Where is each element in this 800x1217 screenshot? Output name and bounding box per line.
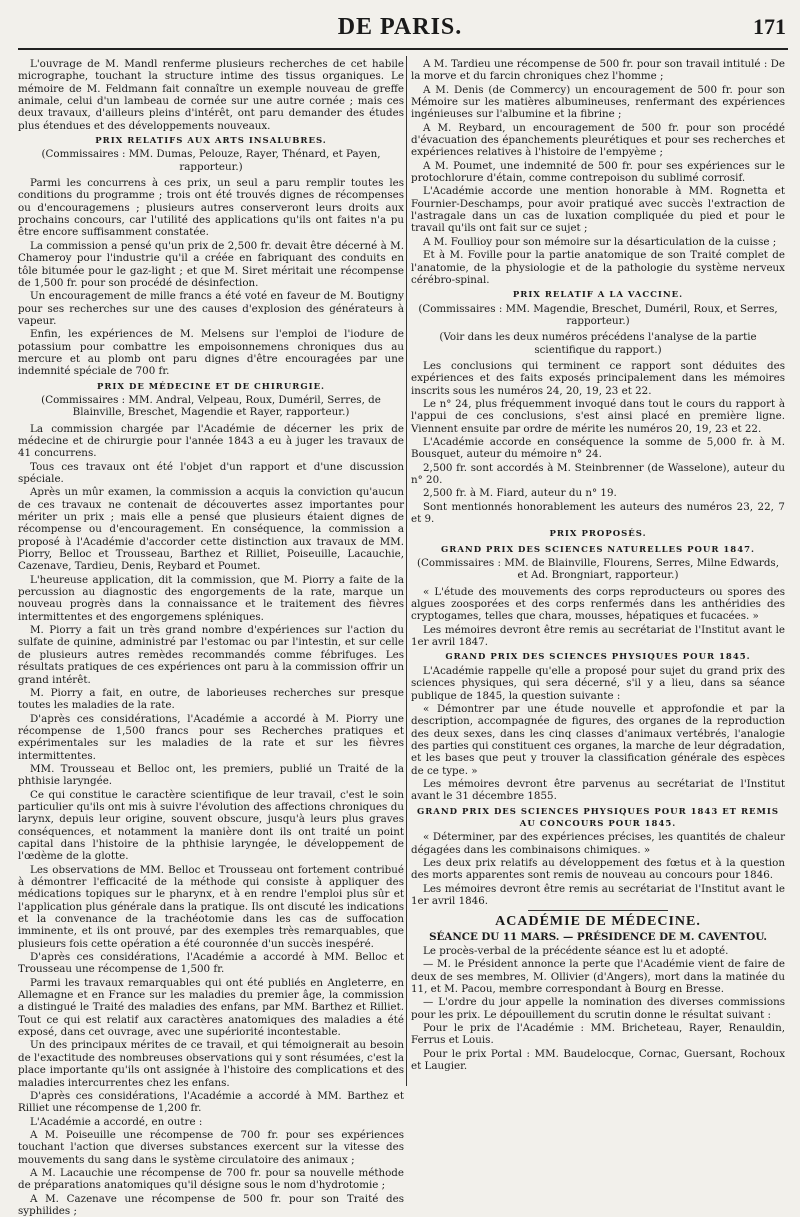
page-header (0, 0, 800, 56)
paragraph: A M. Reybard, un encouragement de 500 fr. pour son procédé d'évacuation des épanchements pleurétiques et pour ses recherches et expériences relatives à l'histoire de l'empyème ; (411, 121, 785, 159)
academy-heading: ACADÉMIE DE MÉDECINE. (495, 914, 701, 930)
paragraph: « L'étude des mouvements des corps reproducteurs ou spores des algues zoosporées et des corps renfermés dans les anthéridies des cryptogames, telles que chara, mousses, hépatiques et fucacées. » (411, 585, 785, 623)
paragraph: D'après ces considérations, l'Académie a accordé à MM. Barthez et Rilliet une récompense de 1,200 fr. (18, 1089, 404, 1115)
section-heading: GRAND PRIX DES SCIENCES PHYSIQUES POUR 1845. (445, 652, 751, 663)
paragraph: M. Piorry a fait, en outre, de laborieuses recherches sur presque toutes les maladies de la rate. (18, 686, 404, 712)
commission-line: (Commissaires : MM. Andral, Velpeau, Roux, Duméril, Serres, de Blainville, Breschet, Magendie et Rayer, rapporteur.) (41, 393, 381, 419)
paragraph: Les observations de MM. Belloc et Trousseau ont fortement contribué à démontrer l'efficacité de la méthode qui consiste à appliquer des médications topiques sur le pharynx, et à en rendre l'emploi plus sûr et l'application plus générale dans la pratique. Ils ont discuté les indications et la convenance de la trachéotomie dans les cas de suffocation imminente, et ils ont prouvé, par des exemples très remarquables, que plusieurs fois cette opération a été couronnée d'un succès inespéré. (18, 863, 404, 950)
paragraph: Le n° 24, plus fréquemment invoqué dans tout le cours du rapport à l'appui de ces conclusions, s'est ainsi placé en première ligne. Viennent ensuite par ordre de mérite les numéros 20, 19, 23 et 22. (411, 397, 785, 435)
paragraph: A M. Foullioy pour son mémoire sur la désarticulation de la cuisse ; (423, 235, 777, 248)
page-title: DE PARIS. (337, 14, 463, 40)
paragraph: Le procès-verbal de la précédente séance est lu et adopté. (423, 945, 729, 958)
paragraph: Parmi les concurrens à ces prix, un seul a paru remplir toutes les conditions du programme ; trois ont été trouvés dignes de récompenses ou d'encouragemens ; plusieurs autres conserveront leurs droits aux prochains concours, car l'utilité des applications qu'ils ont faites n'a pu être encore suffisamment constatée. (18, 177, 404, 239)
paragraph: L'heureuse application, dit la commission, que M. Piorry a faite de la percussion au diagnostic des engorgements de la rate, marque un nouveau progrès dans la connaissance et le traitement des fièvres intermittentes et des engorgemens spléniques. (18, 573, 404, 623)
paragraph: Les mémoires devront être parvenus au secrétariat de l'Institut avant le 31 décembre 1855. (411, 777, 785, 803)
commission-line: (Commissaires : MM. Magendie, Breschet, Duméril, Roux, et Serres, rapporteur.) (418, 302, 778, 327)
paragraph: Après un mûr examen, la commission a acquis la conviction qu'aucun de ces travaux ne contenait de découvertes assez importantes pour mériter un prix ; mais elle a pensé que plusieurs étaient dignes de récompense ou d'encouragement. En conséquence, la commission a proposé à l'Académie d'accorder cette distinction aux travaux de MM. Piorry, Belloc et Trousseau, Barthez et Rilliet, Poiseuille, Lacauchie, Cazenave, Tardieu, Denis, Reybard et Poumet. (18, 486, 404, 573)
paragraph: A M. Cazenave une récompense de 500 fr. pour son Traité des syphilides ; (18, 1192, 404, 1217)
section-heading: PRIX RELATIFS AUX ARTS INSALUBRES. (95, 136, 327, 147)
section-heading: PRIX PROPOSÉS. (549, 529, 647, 540)
paragraph: La commission a pensé qu'un prix de 2,500 fr. devait être décerné à M. Chameroy pour l'industrie qu'il a créée en fabriquant des conduits en tôle bitumée pour le gaz-light ; et que M. Siret méritait une récompense de 1,500 fr. pour son procédé de désinfection. (18, 239, 404, 289)
paragraph: Les deux prix relatifs au développement des fœtus et à la question des morts apparentes sont remis de nouveau au concours pour 1846. (411, 856, 785, 882)
paragraph: Enfin, les expériences de M. Melsens sur l'emploi de l'iodure de potassium pour combattre les empoisonnemens chroniques dus au mercure et au plomb ont paru dignes d'être encouragées par une indemnité spéciale de 700 fr. (18, 328, 404, 378)
paragraph: La commission chargée par l'Académie de décerner les prix de médecine et de chirurgie pour l'année 1843 a eu à juger les travaux de 41 concurrens. (18, 422, 404, 460)
paragraph: L'Académie accorde une mention honorable à MM. Rognetta et Fournier-Deschamps, pour avoir pratiqué avec succès l'extraction de l'astragale dans un cas de luxation compliquée du pied et pour le travail qu'ils ont fait sur ce sujet ; (411, 185, 785, 235)
paragraph: Parmi les travaux remarquables qui ont été publiés en Angleterre, en Allemagne et en France sur les maladies du premier âge, la commission a distingué le Traité des maladies des enfans, par MM. Barthez et Rilliet. Tout ce qui est relatif aux caractères anatomiques des maladies a été exposé, dans cet ouvrage, avec une supériorité incontestable. (18, 976, 404, 1039)
paragraph: D'après ces considérations, l'Académie a accordé à MM. Belloc et Trousseau une récompense de 1,500 fr. (18, 951, 404, 976)
paragraph: Ce qui constitue le caractère scientifique de leur travail, c'est le soin particulier qu'ils ont mis à suivre l'évolution des affections chroniques du larynx, depuis leur origine, souvent obscure, jusqu'à leurs plus graves conséquences, et notamment la manière dont ils ont traité un point capital dans l'histoire de la phthisie laryngée, le développement de l'œdème de la glotte. (18, 788, 404, 863)
paragraph: Pour le prix Portal : MM. Baudelocque, Cornac, Guersant, Rochoux et Laugier. (411, 1047, 785, 1073)
paragraph: Un des principaux mérites de ce travail, et qui témoignerait au besoin de l'exactitude des nombreuses observations qui y sont résumées, c'est la place importante qu'ils ont assignée à l'histoire des complications et des maladies intercurrentes chez les enfans. (18, 1039, 404, 1089)
page-number: 171 (753, 14, 786, 39)
paragraph: — M. le Président annonce la perte que l'Académie vient de faire de deux de ses membres, M. Ollivier (d'Angers), mort dans la matinée du 11, et M. Pacou, membre correspondant à Bourg en Bresse. (411, 958, 785, 996)
column-divider (406, 56, 407, 1086)
paragraph: A M. Poiseuille une récompense de 700 fr. pour ses expériences touchant l'action que diverses substances exercent sur la vitesse des mouvements du sang dans le système circulatoire des animaux ; (18, 1128, 404, 1166)
section-rule (528, 910, 668, 911)
paragraph: « Démontrer par une étude nouvelle et approfondie et par la description, accompagnée de figures, des organes de la reproduction des deux sexes, dans les cinq classes d'animaux vertébrés, l'analogie des parties qui constituent ces organes, la marche de leur dégradation, et les bases que peut y trouver la classification générale des espèces de ce type. » (411, 702, 785, 777)
commission-line: (Voir dans les deux numéros précédens l'analyse de la partie scientifique du rapport.) (439, 331, 757, 356)
paragraph: L'Académie accorde en conséquence la somme de 5,000 fr. à M. Bousquet, auteur du mémoire n° 24. (411, 435, 785, 461)
paragraph: A M. Denis (de Commercy) un encouragement de 500 fr. pour son Mémoire sur les matières albumineuses, renfermant des expériences ingénieuses sur l'albumine et la fibrine ; (411, 83, 785, 121)
session-heading: SÉANCE DU 11 MARS. — PRÉSIDENCE DE M. CAVENTOU. (429, 930, 767, 943)
paragraph: Les mémoires devront être remis au secrétariat de l'Institut avant le 1er avril 1847. (411, 623, 785, 649)
paragraph: Les mémoires devront être remis au secrétariat de l'Institut avant le 1er avril 1846. (411, 882, 785, 907)
header-rule (18, 48, 788, 50)
paragraph: Les conclusions qui terminent ce rapport sont déduites des expériences et des faits exposés principalement dans les mémoires inscrits sous les numéros 24, 20, 19, 23 et 22. (411, 359, 785, 397)
paragraph: L'Académie a accordé, en outre : (30, 1115, 203, 1128)
paragraph: MM. Trousseau et Belloc ont, les premiers, publié un Traité de la phthisie laryngée. (18, 762, 404, 788)
paragraph: Tous ces travaux ont été l'objet d'un rapport et d'une discussion spéciale. (18, 460, 404, 485)
paragraph: D'après ces considérations, l'Académie a accordé à M. Piorry une récompense de 1,500 francs pour ses Recherches pratiques et expérimentales sur les maladies de la rate et sur les fièvres intermittentes. (18, 712, 404, 762)
paragraph: Pour le prix de l'Académie : MM. Bricheteau, Rayer, Renauldin, Ferrus et Louis. (411, 1022, 785, 1047)
paragraph: Et à M. Foville pour la partie anatomique de son Traité complet de l'anatomie, de la physiologie et de la pathologie du système nerveux cérébro-spinal. (411, 249, 785, 286)
paragraph: L'Académie rappelle qu'elle a proposé pour sujet du grand prix des sciences physiques, qui sera décerné, s'il y a lieu, dans sa séance publique de 1845, la question suivante : (411, 664, 785, 702)
paragraph: A M. Lacauchie une récompense de 700 fr. pour sa nouvelle méthode de préparations anatomiques qu'il désigne sous le nom d'hydrotomie ; (18, 1166, 404, 1192)
left-column (18, 58, 404, 1217)
paragraph: A M. Tardieu une récompense de 500 fr. pour son travail intitulé : De la morve et du farcin chroniques chez l'homme ; (411, 58, 785, 83)
section-heading: GRAND PRIX DES SCIENCES NATURELLES POUR 1847. (441, 544, 755, 555)
commission-line: (Commissaires : MM. de Blainville, Flourens, Serres, Milne Edwards, et Ad. Brongniart, rapporteur.) (416, 557, 779, 582)
section-heading: PRIX RELATIF A LA VACCINE. (512, 290, 684, 301)
right-column (411, 58, 785, 1084)
paragraph: « Déterminer, par des expériences précises, les quantités de chaleur dégagées dans les combinaisons chimiques. » (411, 831, 785, 856)
paragraph: Sont mentionnés honorablement les auteurs des numéros 23, 22, 7 et 9. (411, 500, 785, 526)
section-heading: PRIX DE MÉDECINE ET DE CHIRURGIE. (96, 381, 326, 392)
paragraph: 2,500 fr. sont accordés à M. Steinbrenner (de Wasselone), auteur du n° 20. (411, 461, 785, 486)
commission-line: (Commissaires : MM. Dumas, Pelouze, Rayer, Thénard, et Payen, rapporteur.) (41, 148, 381, 173)
paragraph: Un encouragement de mille francs a été voté en faveur de M. Boutigny pour ses recherches sur une des causes d'explosion des générateurs à vapeur. (18, 290, 404, 327)
paragraph: M. Piorry a fait un très grand nombre d'expériences sur l'action du sulfate de quinine, administré par l'estomac ou par l'intestin, et sur celle de plusieurs autres remèdes recommandés comme fébrifuges. Les résultats pratiques de ces expériences ont paru à la commission offrir un grand intérêt. (18, 624, 404, 686)
section-heading: GRAND PRIX DES SCIENCES PHYSIQUES POUR 1843 ET REMIS AU CONCOURS POUR 1845. (416, 806, 780, 829)
paragraph: L'ouvrage de M. Mandl renferme plusieurs recherches de cet habile micrographe, touchant la structure intime des tissus organiques. Le mémoire de M. Feldmann fait connaître un exemple nouveau de greffe animale, celui d'un lambeau de cornée sur une autre cornée ; mais ces deux travaux, d'ailleurs pleins d'intérêt, ont paru demander des études plus étendues et des développements nouveaux. (18, 58, 404, 132)
paragraph: 2,500 fr. à M. Fiard, auteur du n° 19. (423, 487, 617, 500)
paragraph: A M. Poumet, une indemnité de 500 fr. pour ses expériences sur le protochlorure d'étain, comme contrepoison du sublimé corrosif. (411, 159, 785, 185)
paragraph: — L'ordre du jour appelle la nomination des diverses commissions pour les prix. Le dépouillement du scrutin donne le résultat suivant : (411, 996, 785, 1021)
